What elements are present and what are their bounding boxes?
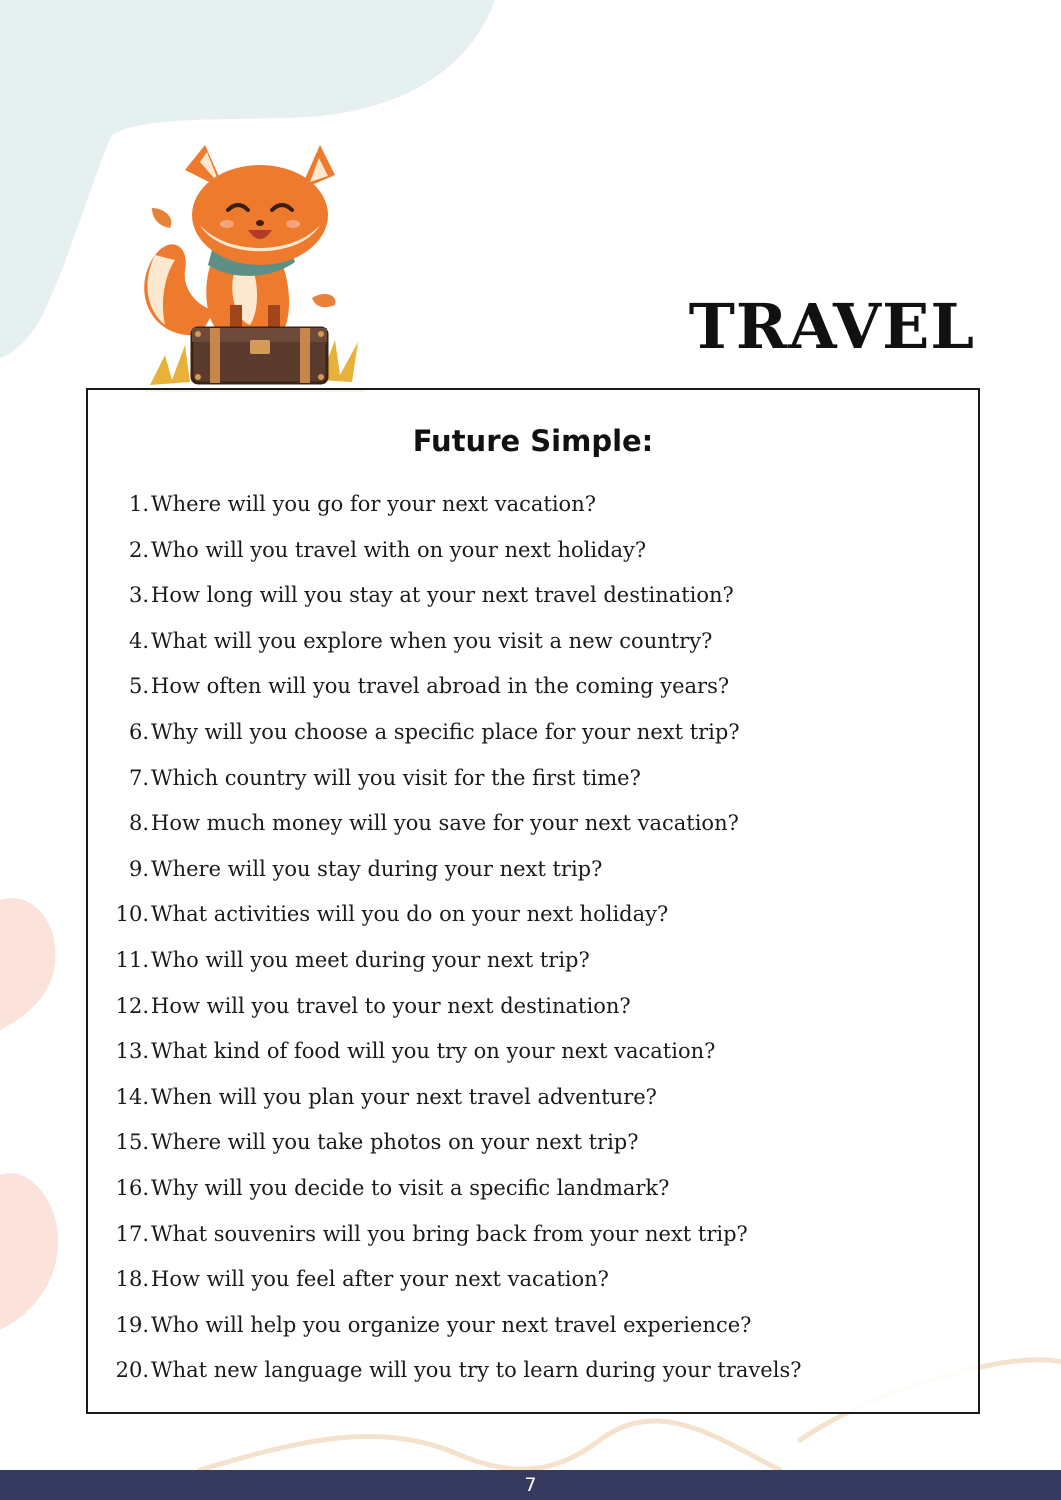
question-number: 15.	[115, 1130, 149, 1155]
question-text: Where will you stay during your next trip?	[151, 856, 603, 881]
question-text: What souvenirs will you bring back from your next trip?	[151, 1221, 748, 1246]
page-number: 7	[524, 1474, 537, 1496]
question-text: Where will you go for your next vacation?	[151, 492, 596, 516]
question-text: How long will you stay at your next travel destination?	[151, 583, 734, 608]
footer-bar	[0, 1470, 1061, 1500]
question-text: Who will you meet during your next trip?	[151, 947, 590, 972]
list-item	[88, 857, 978, 903]
section-heading: Future Simple:	[412, 424, 654, 458]
fox-on-suitcase-icon	[130, 130, 380, 395]
question-number: 9.	[128, 856, 149, 881]
page-title: TRAVEL	[688, 290, 975, 363]
question-text: What will you explore when you visit a new country?	[151, 628, 713, 653]
question-text: Why will you decide to visit a specific landmark?	[151, 1175, 670, 1200]
pink-blob-shape	[0, 1173, 58, 1330]
list-item	[88, 492, 978, 538]
question-number: 16.	[115, 1175, 149, 1200]
question-number: 14.	[115, 1084, 149, 1109]
question-text: Who will you travel with on your next holiday?	[151, 537, 647, 562]
list-item	[88, 1176, 978, 1222]
question-text: Who will help you organize your next travel experience?	[151, 1312, 752, 1337]
question-number: 3.	[128, 583, 149, 608]
list-item	[88, 811, 978, 857]
list-item	[88, 583, 978, 629]
list-item	[88, 766, 978, 812]
question-text: How will you travel to your next destination?	[151, 993, 631, 1018]
list-item	[88, 720, 978, 766]
list-item	[88, 902, 978, 948]
question-text: Where will you take photos on your next trip?	[151, 1130, 639, 1155]
question-number: 18.	[115, 1267, 149, 1292]
question-text: How will you feel after your next vacation?	[151, 1267, 609, 1292]
question-text: When will you plan your next travel adventure?	[151, 1084, 657, 1109]
question-list	[88, 492, 978, 1404]
question-number: 11.	[115, 947, 149, 972]
list-item	[88, 994, 978, 1040]
list-item	[88, 1313, 978, 1359]
question-number: 13.	[115, 1039, 149, 1064]
question-number: 4.	[128, 628, 149, 653]
list-item	[88, 948, 978, 994]
question-text: What kind of food will you try on your next vacation?	[151, 1039, 716, 1064]
question-number: 5.	[128, 674, 149, 699]
list-item	[88, 1358, 978, 1404]
question-number: 12.	[115, 993, 149, 1018]
list-item	[88, 1039, 978, 1085]
question-number: 1.	[128, 492, 149, 516]
list-item	[88, 538, 978, 584]
question-text: What new language will you try to learn during your travels?	[151, 1358, 802, 1383]
questions-panel	[86, 388, 980, 1414]
list-item	[88, 1222, 978, 1268]
question-number: 19.	[115, 1312, 149, 1337]
question-number: 17.	[115, 1221, 149, 1246]
question-number: 10.	[115, 902, 149, 927]
question-number: 8.	[128, 811, 149, 836]
list-item	[88, 1267, 978, 1313]
list-item	[88, 629, 978, 675]
list-item	[88, 1130, 978, 1176]
list-item	[88, 674, 978, 720]
list-item	[88, 1085, 978, 1131]
question-text: How often will you travel abroad in the coming years?	[151, 674, 730, 699]
pink-blob-shape	[0, 898, 56, 1030]
question-number: 20.	[115, 1358, 149, 1383]
question-text: What activities will you do on your next holiday?	[151, 902, 669, 927]
question-number: 2.	[128, 537, 149, 562]
question-number: 7.	[128, 765, 149, 790]
squiggle-shape	[200, 1421, 780, 1470]
question-text: How much money will you save for your next vacation?	[151, 811, 739, 836]
question-text: Which country will you visit for the first time?	[151, 765, 641, 790]
question-text: Why will you choose a specific place for your next trip?	[151, 719, 740, 744]
question-number: 6.	[128, 719, 149, 744]
